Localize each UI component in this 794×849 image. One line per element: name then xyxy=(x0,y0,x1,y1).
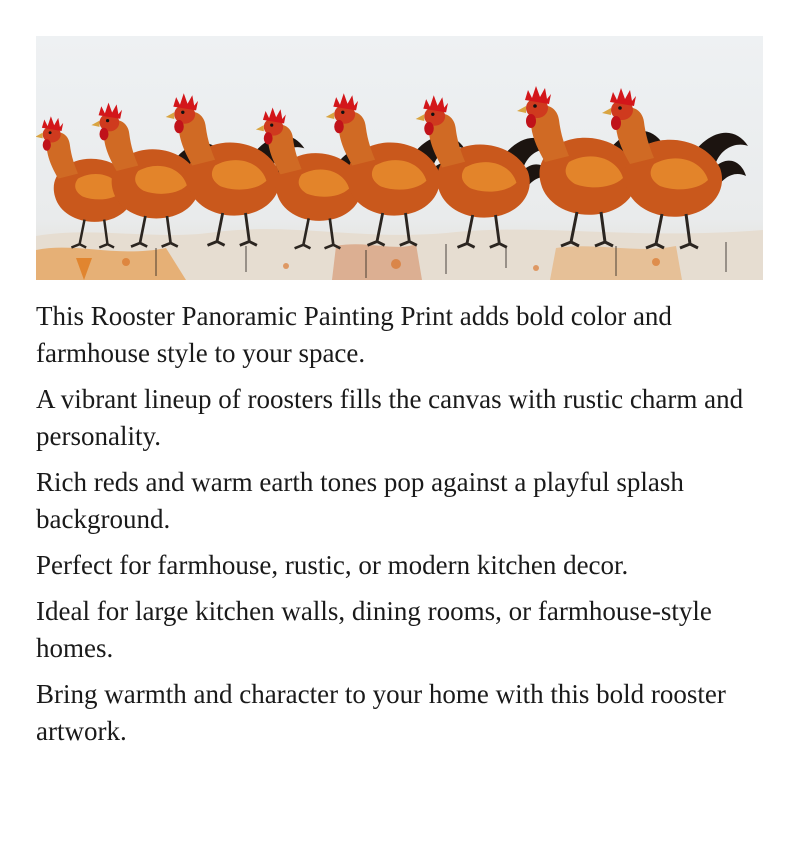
description-paragraph: Rich reds and warm earth tones pop against a playful splash background. xyxy=(36,467,684,534)
description-paragraph: Perfect for farmhouse, rustic, or modern kitchen decor. xyxy=(36,550,629,580)
rooster-painting-illustration xyxy=(36,36,763,280)
description-paragraph: Ideal for large kitchen walls, dining rooms, or farmhouse-style homes. xyxy=(36,596,712,663)
description-paragraph: This Rooster Panoramic Painting Print adds bold color and farmhouse style to your space. xyxy=(36,301,672,368)
description-paragraph: A vibrant lineup of roosters fills the canvas with rustic charm and personality. xyxy=(36,384,744,451)
description-paragraph: Bring warmth and character to your home with this bold rooster artwork. xyxy=(36,679,726,746)
product-description-list xyxy=(36,298,766,759)
rooster-painting-image xyxy=(36,36,763,280)
